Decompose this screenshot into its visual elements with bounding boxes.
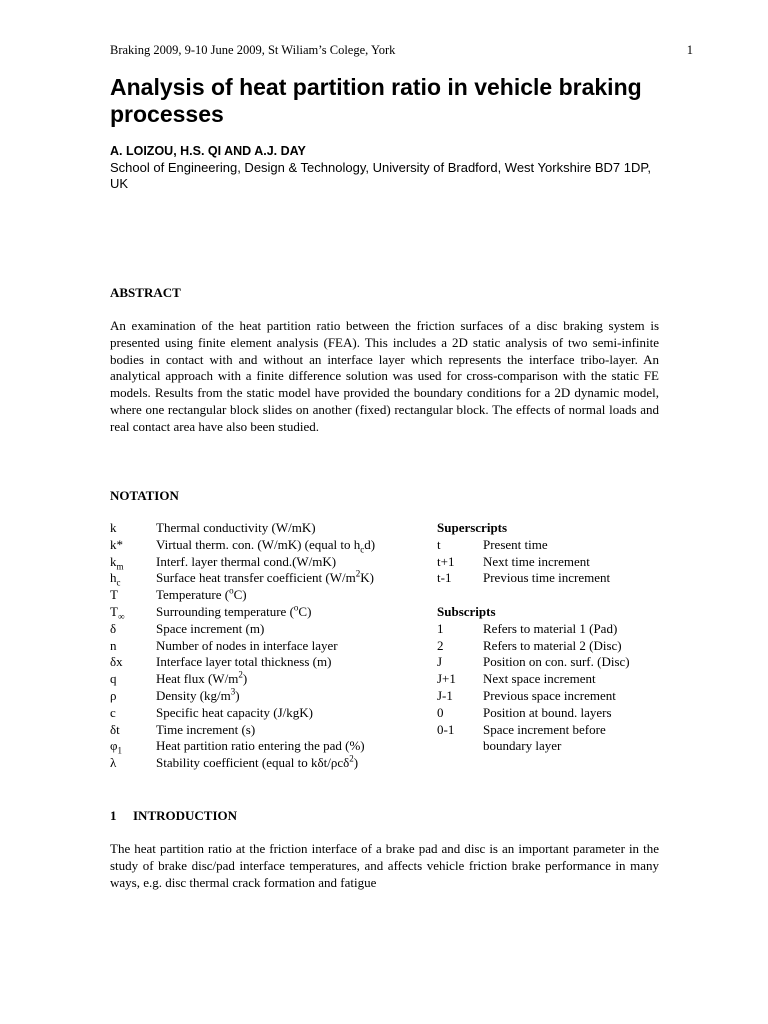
notation-heading: NOTATION [110, 488, 179, 503]
subscript-symbol: J [437, 654, 443, 670]
notation-desc: Density $(kg/m^3)$ [156, 686, 240, 703]
subscripts-heading: Subscripts [437, 603, 496, 619]
superscript-symbol: t-1 [437, 570, 452, 586]
subscript-desc: Position at bound. layers [483, 704, 612, 720]
superscript-desc: Present time [483, 536, 548, 552]
notation-symbol: λ [110, 755, 117, 771]
notation-symbol: T [110, 587, 118, 603]
section-number: 1 [110, 808, 117, 823]
introduction-heading [110, 808, 237, 824]
subscript-desc: Previous space increment [483, 687, 616, 703]
superscript-desc: Next time increment [483, 553, 590, 569]
notation-symbol: n [110, 637, 117, 653]
subscript-desc: boundary layer [483, 738, 562, 754]
notation-desc: Space increment (m) [156, 620, 265, 636]
notation-symbol: δ [110, 620, 117, 636]
abstract-heading: ABSTRACT [110, 285, 181, 300]
subscript-desc: Refers to material 1 (Pad) [483, 620, 618, 636]
notation-desc: Specific heat capacity (J/kgK) [156, 704, 314, 720]
subscript-symbol: 0 [437, 704, 444, 720]
notation-desc: Temperature ($^o$C) [156, 585, 247, 603]
notation-symbol: ρ [110, 687, 117, 703]
running-head-text: Braking 2009, 9-10 June 2009, St Wiliam’s Colege, York [110, 43, 396, 57]
subscript-desc: Position on con. surf. (Disc) [483, 654, 630, 670]
notation-desc: Interface layer total thickness (m) [156, 654, 332, 670]
paper-title: Analysis of heat partition ratio in vehicle braking processes [110, 74, 642, 127]
abstract-text: An examination of the heat partition ratio between the friction surfaces of a disc braking system is presented using finite element analysis (FEA). This includes a 2D static analysis of two semi-infinite bodies in contact with and without an interface layer which represents the interface tribo-layer. An analytical approach with a finite difference solution was used for cross-comparison with the static FE models. Results from the static model have provided the boundary conditions for a 2D dynamic model, where one rectangular block slides on another (fixed) rectangular block. The effects of normal loads and real contact area have also been studied. [110, 318, 659, 434]
page-number: 1 [686, 43, 693, 57]
subscript-symbol: J+1 [437, 671, 456, 687]
subscript-symbol: 0-1 [437, 721, 455, 737]
notation-symbol: k [110, 520, 117, 535]
notation-symbol: q [110, 671, 117, 687]
notation-symbol: $T_\infty$ [110, 603, 125, 622]
superscript-desc: Previous time increment [483, 570, 611, 586]
notation-desc: Thermal conductivity (W/mK) [156, 520, 316, 535]
subscript-desc: Next space increment [483, 671, 596, 687]
introduction-text: The heat partition ratio at the friction interface of a brake pad and disc is an important parameter in the study of brake disc/pad interface temperatures, and affects vehicle friction brake performance in many ways, e.g. disc thermal crack formation and fatigue [110, 841, 659, 890]
superscripts-heading: Superscripts [437, 520, 508, 535]
subscript-symbol: J-1 [437, 687, 453, 703]
notation-symbol: $\varphi_1$ [110, 738, 123, 756]
notation-desc: Virtual therm. con. (W/mK) (equal to $h_cd$) [156, 536, 376, 555]
subscript-symbol: 1 [437, 620, 444, 636]
section-title: INTRODUCTION [133, 808, 238, 823]
notation-symbol: c [110, 704, 116, 720]
subscript-desc: Space increment before [483, 721, 606, 737]
notation-table [110, 520, 670, 772]
superscript-symbol: t [437, 536, 441, 552]
notation-desc: Stability coefficient (equal to kδt/ρcδ$^2$) [156, 753, 359, 771]
affiliation: School of Engineering, Design & Technology, University of Bradford, West Yorkshire BD7 1DP, UK [110, 160, 651, 191]
notation-desc: Surrounding temperature ($^o$C) [156, 602, 312, 619]
superscript-symbol: t+1 [437, 553, 455, 569]
notation-desc: Surface heat transfer coefficient $(W/m^2K)$ [156, 569, 374, 586]
author-list: A. LOIZOU, H.S. QI AND A.J. DAY [110, 144, 306, 158]
notation-desc: Heat flux $(W/m^2)$ [156, 669, 248, 687]
notation-desc: Heat partition ratio entering the pad (%) [156, 738, 365, 754]
notation-symbol: $k_m$ [110, 553, 124, 572]
notation-symbol: k* [110, 536, 123, 552]
notation-desc: Time increment (s) [156, 721, 256, 737]
notation-symbol: δx [110, 654, 123, 670]
subscript-symbol: 2 [437, 637, 444, 653]
notation-symbol: δt [110, 721, 120, 737]
notation-desc: Number of nodes in interface layer [156, 637, 338, 653]
notation-symbol: $h_c$ [110, 570, 121, 588]
subscript-desc: Refers to material 2 (Disc) [483, 637, 622, 653]
notation-desc: Interf. layer thermal cond.(W/mK) [156, 553, 337, 569]
